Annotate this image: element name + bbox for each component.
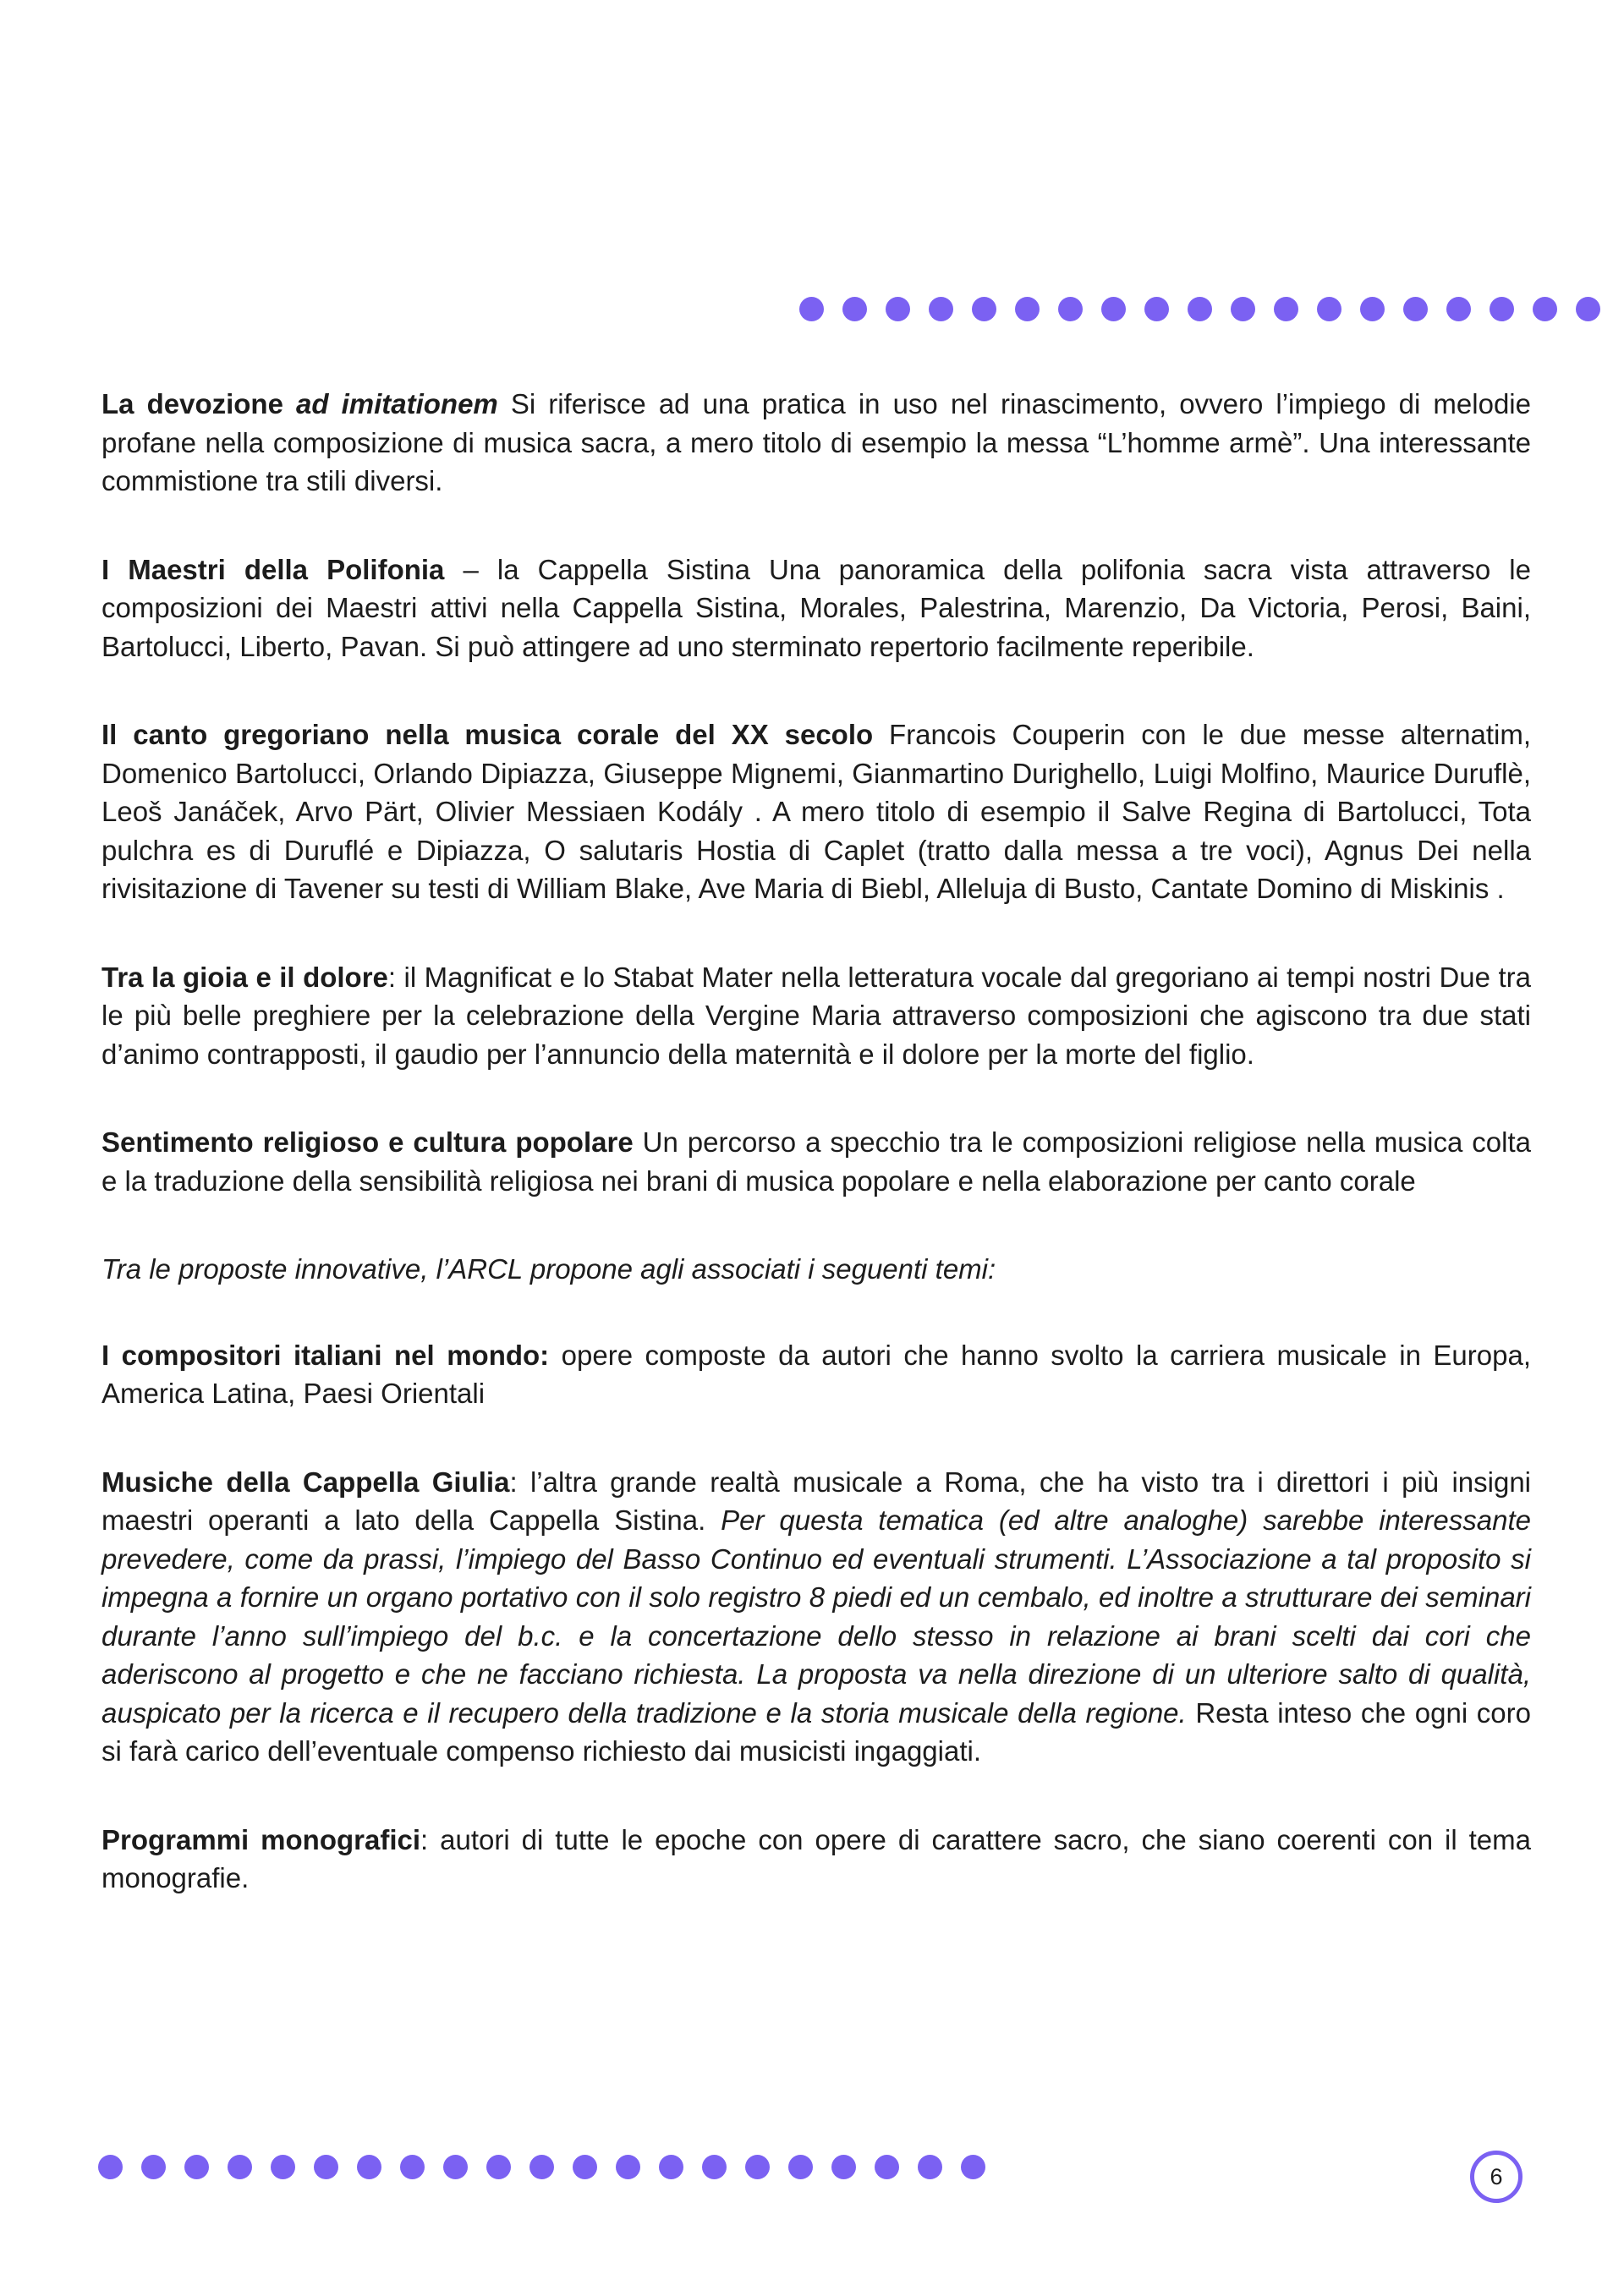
- paragraph-text: : autori di tutte le epoche con opere di carattere sacro, che siano coerenti con il tema monografie.: [102, 1823, 1532, 1893]
- paragraph-text-italic: Tra le proposte innovative, l’ARCL propone agli associati i seguenti temi:: [102, 1253, 996, 1285]
- decorative-dot: [842, 297, 867, 321]
- decorative-dot: [271, 2155, 295, 2179]
- decorative-dot: [228, 2155, 252, 2179]
- paragraph-title: Sentimento religioso e cultura popolare: [102, 1126, 634, 1158]
- decorative-dot: [659, 2155, 683, 2179]
- decorative-dot: [314, 2155, 338, 2179]
- decorative-dot: [929, 297, 953, 321]
- paragraph-title: Programmi monografici: [102, 1823, 421, 1855]
- decorative-dot: [1360, 297, 1385, 321]
- paragraph-cappella-giulia: [102, 1463, 1531, 1771]
- decorative-dot: [357, 2155, 381, 2179]
- paragraph-text: Si riferisce ad una pratica in uso nel rinascimento, ovvero l’impiego di melodie profane nella composizione di musica sacra, a mero titolo di esempio la messa “L’homme armè”. Una interessante commistione tra stili diversi.: [102, 388, 1531, 496]
- paragraph-gioia-dolore: [102, 958, 1531, 1074]
- decorative-dot: [1015, 297, 1040, 321]
- decorative-dot: [486, 2155, 511, 2179]
- decorative-dot: [799, 297, 824, 321]
- decorative-dot: [443, 2155, 468, 2179]
- decorative-dot: [1533, 297, 1557, 321]
- decorative-dot: [972, 297, 996, 321]
- decorative-dot: [1317, 297, 1341, 321]
- decorative-dot: [616, 2155, 640, 2179]
- decorative-dot: [788, 2155, 813, 2179]
- paragraph-title: Tra la gioia e il dolore: [102, 961, 388, 993]
- paragraph-text: : il Magnificat e lo Stabat Mater nella letteratura vocale dal gregoriano ai tempi nostri Due tra le più belle preghiere per la celebrazione della Vergine Maria attraverso composizioni che agiscono tra due stati d’animo contrapposti, il gaudio per l’annuncio della maternità e il dolore per la morte del figlio.: [102, 961, 1531, 1070]
- decorative-dot: [886, 297, 910, 321]
- decorative-dot: [573, 2155, 597, 2179]
- decorative-dot: [1403, 297, 1428, 321]
- decorative-dot: [1101, 297, 1126, 321]
- top-dot-decoration: [799, 297, 1600, 321]
- paragraph-text-end: Resta inteso che ogni coro si farà carico dell’eventuale compenso richiesto dai musicisti ingaggiati.: [102, 1696, 1531, 1767]
- paragraph-text: Francois Couperin con le due messe alternatim, Domenico Bartolucci, Orlando Dipiazza, Giuseppe Mignemi, Gianmartino Durighello, Luigi Molfino, Maurice Duruflè, Leoš Janáček, Arvo Pärt, Olivier Messiaen Kodály . A mero titolo di esempio il Salve Regina di Bartolucci, Tota pulchra es di Duruflé e Dipiazza, O salutaris Hostia di Caplet (tratto dalla messa a tre voci), Agnus Dei nella rivisitazione di Tavener su testi di William Blake, Ave Maria di Biebl, Alleluja di Busto, Cantate Domino di Miskinis .: [102, 719, 1531, 904]
- paragraph-maestri-polifonia: [102, 551, 1531, 666]
- paragraph-text: : l’altra grande realtà musicale a Roma, che ha visto tra i direttori i più insigni maestri operanti a lato della Cappella Sistina.: [102, 1466, 1532, 1536]
- bottom-dot-decoration: [98, 2155, 985, 2179]
- decorative-dot: [1446, 297, 1471, 321]
- decorative-dot: [1144, 297, 1169, 321]
- paragraph-title: Il canto gregoriano nella musica corale del XX secolo: [102, 719, 874, 750]
- decorative-dot: [529, 2155, 554, 2179]
- decorative-dot: [1188, 297, 1212, 321]
- paragraph-compositori-italiani: [102, 1336, 1531, 1413]
- paragraph-title: La devozione: [102, 388, 296, 419]
- decorative-dot: [961, 2155, 985, 2179]
- decorative-dot: [400, 2155, 425, 2179]
- paragraph-sentimento-religioso: [102, 1123, 1531, 1200]
- document-body: [102, 385, 1531, 1948]
- paragraph-canto-gregoriano: [102, 715, 1531, 908]
- paragraph-title-italic: ad imitationem: [296, 388, 498, 419]
- paragraph-title: I Maestri della Polifonia: [102, 553, 445, 585]
- decorative-dot: [98, 2155, 123, 2179]
- paragraph-devozione: [102, 385, 1531, 501]
- paragraph-text: opere composte da autori che hanno svolto la carriera musicale in Europa, America Latina, Paesi Orientali: [102, 1339, 1531, 1409]
- paragraph-text: – la Cappella Sistina Una panoramica della polifonia sacra vista attraverso le composizioni dei Maestri attivi nella Cappella Sistina, Morales, Palestrina, Marenzio, Da Victoria, Perosi, Baini, Bartolucci, Liberto, Pavan. Si può attingere ad uno sterminato repertorio facilmente reperibile.: [102, 553, 1531, 662]
- paragraph-programmi-monografici: [102, 1821, 1531, 1898]
- decorative-dot: [1576, 297, 1600, 321]
- decorative-dot: [1274, 297, 1298, 321]
- decorative-dot: [918, 2155, 942, 2179]
- decorative-dot: [1231, 297, 1255, 321]
- paragraph-proposte-innovative: [102, 1250, 1531, 1289]
- decorative-dot: [1490, 297, 1514, 321]
- decorative-dot: [141, 2155, 166, 2179]
- decorative-dot: [745, 2155, 770, 2179]
- decorative-dot: [184, 2155, 209, 2179]
- decorative-dot: [702, 2155, 727, 2179]
- decorative-dot: [831, 2155, 856, 2179]
- paragraph-text: Un percorso a specchio tra le composizioni religiose nella musica colta e la traduzione della sensibilità religiosa nei brani di musica popolare e nella elaborazione per canto corale: [102, 1126, 1531, 1197]
- paragraph-title: I compositori italiani nel mondo:: [102, 1339, 550, 1371]
- decorative-dot: [875, 2155, 899, 2179]
- decorative-dot: [1058, 297, 1083, 321]
- paragraph-title: Musiche della Cappella Giulia: [102, 1466, 510, 1498]
- page-number: 6: [1470, 2151, 1522, 2203]
- paragraph-text-italic: Per questa tematica (ed altre analoghe) sarebbe interessante prevedere, come da prassi, l’impiego del Basso Continuo ed eventuali strumenti. L’Associazione a tal proposito si impegna a fornire un organo portativo con il solo registro 8 piedi ed un cembalo, ed inoltre a strutturare dei seminari durante l’anno sull’impiego del b.c. e la concertazione dello stesso in relazione ai brani scelti dai cori che aderiscono al progetto e che ne facciano richiesta. La proposta va nella direzione di un ulteriore salto di qualità, auspicato per la ricerca e il recupero della tradizione e la storia musicale della regione.: [102, 1504, 1531, 1729]
